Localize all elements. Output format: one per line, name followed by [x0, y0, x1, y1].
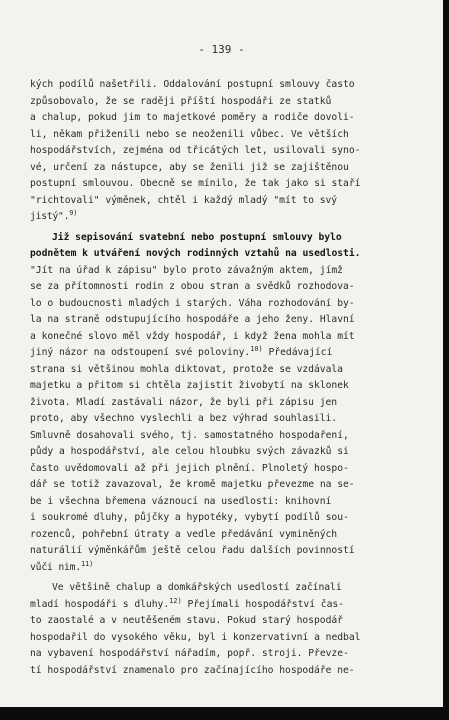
text-line: života. Mladí zastávali názor, že byli při zápisu jen: [30, 396, 338, 408]
text-line: a konečné slovo měl vždy hospodář, i když žena mohla mít: [30, 330, 355, 342]
text-line: Smluvně dosahovali svého, tj. samostatného hospodaření,: [30, 429, 349, 441]
text-line: rozenců, pohřební útraty a vedle předávání vyminěných: [30, 528, 338, 540]
text-line: Již sepisování svatební nebo postupní smlouvy bylo: [52, 231, 342, 243]
text-line: [30, 597, 420, 614]
text-line: a chalup, pokud jim to majetkové poměry a rodiče dovoli-: [30, 112, 355, 123]
text-line: lo o budoucnosti mladých i starých. Váha rozhodování by-: [30, 297, 355, 309]
text-line: "Jít na úřad k zápisu" bylo proto závažným aktem, jímž: [30, 264, 343, 276]
text-line: často uvědomovali až při jejich plnění. Plnoletý hospo-: [30, 462, 349, 474]
text-line: tí hospodářství znamenalo pro začínajícího hospodáře ne-: [30, 664, 355, 676]
line-text: vůči nim.: [30, 561, 81, 573]
text-line: Ve většině chalup a domkářských usedlostí začínali: [52, 582, 342, 593]
text-line: la na straně odstupujícího hospodáře a jeho ženy. Hlavní: [30, 314, 355, 325]
text-line: kých podílů našetřili. Oddalování postupní smlouvy často: [30, 79, 355, 90]
text-line: dář se totiž zavazoval, že kromě majetku převezme na se-: [30, 479, 355, 490]
footnote-marker: 11): [81, 559, 94, 568]
text-line: li, někam přiženili nebo se neoženili vůbec. Ve větších: [30, 128, 349, 140]
text-line: be i všechna břemena váznoucí na usedlosti: knihovní: [30, 495, 332, 507]
text-line: "richtovali" výměnek, chtěl i každý mladý "mít to svý: [30, 194, 338, 206]
text-line: půdy a hospodářství, ale celou hloubku svých závazků si: [30, 446, 349, 457]
line-text: mladí hospodáři s dluhy.: [30, 598, 170, 610]
footnote-marker: 9): [69, 209, 78, 217]
text-line: proto, aby všechno vyslechli a bez výhrad souhlasili.: [30, 413, 338, 424]
text-line: na vybavení hospodářství nářadím, popř. stroji. Převze-: [30, 648, 349, 659]
text-line: vé, určení za nástupce, aby se ženili již se zajištěnou: [30, 161, 349, 173]
line-text: jistý".: [30, 211, 70, 222]
text-line: způsobovalo, že se raději příští hospodáři ze statků: [30, 95, 332, 107]
text-line: [30, 209, 420, 226]
text-line: [30, 345, 420, 362]
page-number: - 139 -: [198, 43, 245, 56]
footnote-marker: 10): [250, 345, 263, 353]
line-text-tail: Přejímali hospodářství čas-: [181, 598, 344, 610]
text-line: i soukromé dluhy, půjčky a hypotéky, vybytí podílů sou-: [30, 512, 349, 523]
text-line: postupní smlouvou. Obecně se mínilo, že tak jako si staří: [30, 178, 361, 189]
text-line: hospodářstvích, zejména od třicátých let, usilovali syno-: [30, 145, 361, 156]
text-line: hospodařil do vysokého věku, byl i konzervativní a nedbal: [30, 631, 361, 643]
text-line: [30, 560, 420, 577]
text-line: naturálií výměnkářům ještě celou řadu dalších povinností: [30, 545, 355, 556]
text-line: majetku a přitom si chtěla zajistit živobytí na sklonek: [30, 380, 349, 391]
text-line: to zaostalé a v neutěšeném stavu. Pokud starý hospodář: [30, 615, 343, 626]
text-line: se za přítomnosti rodin z obou stran a svědků rozhodova-: [30, 281, 355, 292]
line-text: jiný názor na odstoupení své poloviny.: [30, 347, 251, 358]
text-line: podnětem k utváření nových rodinných vztahů na usedlosti.: [30, 248, 361, 259]
line-text-tail: Předávající: [262, 347, 333, 358]
footnote-marker: 12): [169, 596, 182, 605]
text-line: strana si většinou mohla diktovat, protože se vzdávala: [30, 363, 343, 375]
body-text: [30, 77, 420, 679]
